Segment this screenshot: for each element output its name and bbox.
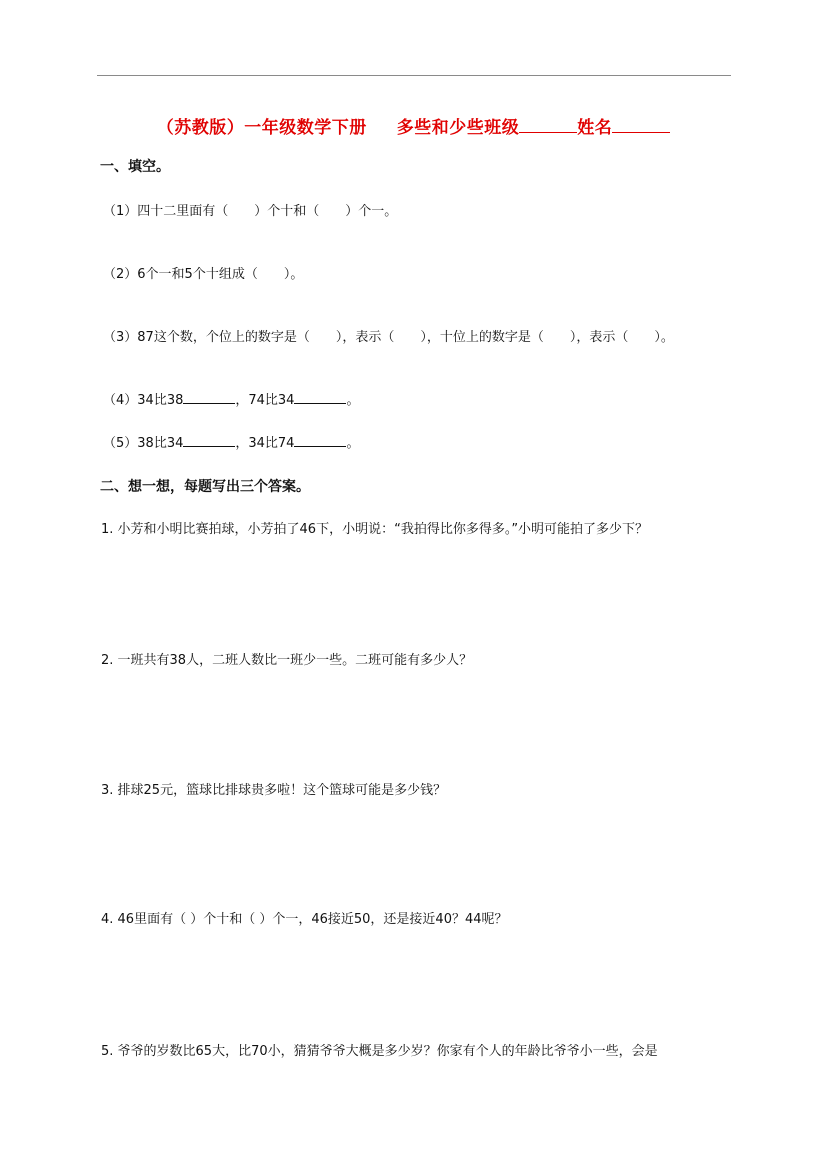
title-class-label: 多些和少些班级 xyxy=(396,118,520,138)
answer-blank[interactable] xyxy=(294,393,346,404)
question-3: 3. 排球25元，篮球比排球贵多啦！这个篮球可能是多少钱？ xyxy=(101,783,447,798)
answer-blank[interactable] xyxy=(183,436,235,447)
fill-item-5-part-b: ，34比74 xyxy=(235,436,295,451)
question-4: 4. 46里面有（ ）个十和（ ）个一，46接近50，还是接近40？44呢？ xyxy=(101,912,508,927)
page-title xyxy=(0,113,827,138)
question-2: 2. 一班共有38人，二班人数比一班少一些。二班可能有多少人？ xyxy=(101,653,473,668)
header-rule xyxy=(97,75,731,76)
title-main: （苏教版）一年级数学下册 xyxy=(156,118,367,138)
name-blank[interactable] xyxy=(612,120,670,133)
fill-item-4-part-a: （4）34比38 xyxy=(103,393,184,408)
question-5: 5. 爷爷的岁数比65大，比70小，猜猜爷爷大概是多少岁？你家有个人的年龄比爷爷小一些，会是 xyxy=(101,1044,658,1059)
fill-item-4-part-b: ，74比34 xyxy=(235,393,295,408)
fill-item-5-part-c: 。 xyxy=(346,436,360,451)
fill-item-5-part-a: （5）38比34 xyxy=(103,436,184,451)
section-heading-think: 二、想一想，每题写出三个答案。 xyxy=(100,479,310,495)
fill-item-4-part-c: 。 xyxy=(346,393,360,408)
answer-blank[interactable] xyxy=(294,436,346,447)
title-name-label: 姓名 xyxy=(577,118,613,138)
fill-item-2: （2）6个一和5个十组成（ ）。 xyxy=(103,267,304,282)
fill-item-5 xyxy=(103,432,359,451)
fill-item-1: （1）四十二里面有（ ）个十和（ ）个一。 xyxy=(103,204,398,219)
answer-blank[interactable] xyxy=(183,393,235,404)
section-heading-fill: 一、填空。 xyxy=(100,159,170,175)
class-blank[interactable] xyxy=(519,120,577,133)
fill-item-4 xyxy=(103,389,359,408)
fill-item-3: （3）87这个数，个位上的数字是（ ），表示（ ），十位上的数字是（ ），表示（ ）。 xyxy=(103,330,674,345)
question-1: 1. 小芳和小明比赛拍球，小芳拍了46下，小明说：“我拍得比你多得多。”小明可能拍了多少下？ xyxy=(101,522,649,537)
